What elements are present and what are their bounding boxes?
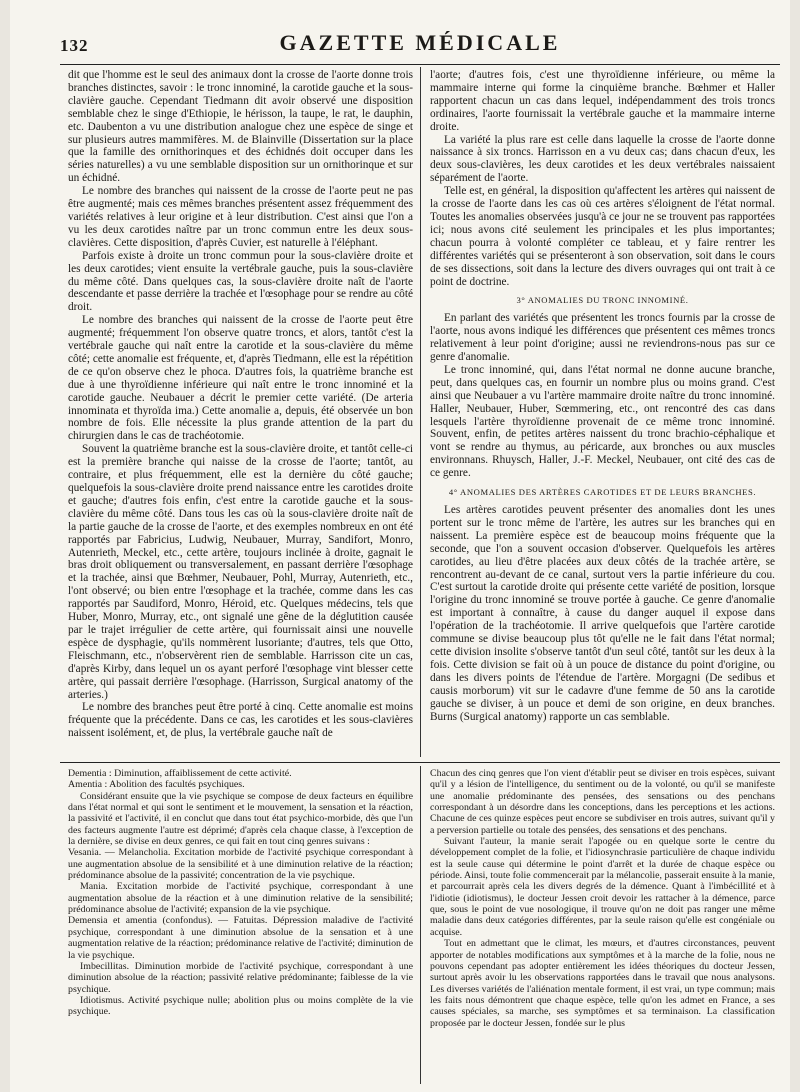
journal-title: GAZETTE MÉDICALE [279, 30, 561, 55]
feuilleton-column-left [68, 768, 413, 1018]
paragraph: En parlant des variétés que présentent les troncs fournis par la crosse de l'aorte, nous avons indiqué les différences que présentent ces mêmes troncs relativement à leur point d'origine; aussi ne reviendrons-nous pas sur ce genre d'anomalie. [430, 312, 775, 364]
paragraph: Demensia et amentia (confondus). — Fatuitas. Dépression maladive de l'activité psychique, correspondant à une diminution absolue de la sensation et à une augmentation relative de la réaction; prédominance relative de l'activité; diminution de la vie psychique. [68, 915, 413, 961]
column-divider [420, 766, 421, 1084]
paragraph: Les artères carotides peuvent présenter des anomalies dont les unes portent sur le tronc même de l'artère, les autres sur les branches qui en naissent. La première espèce est de beaucoup moins fréquente que la seconde, que l'on a souvent occasion d'observer. Quelquefois les artères carotides, au lieu d'être placées aux deux côtés de la trachée artère, se rencontrent au-devant de ce canal, surtout vers la partie inférieure du cou. C'est surtout la carotide droite qui présente cette variété de position, lorsque l'origine du tronc innominé se trouve portée à gauche. Ce genre d'anomalie est important à connaître, à cause du danger auquel il expose dans l'opération de la trachéotomie. Il arrive quelquefois que l'artère carotide commune se divise beaucoup plus tôt qu'elle ne le fait dans l'état normal; cette division insolite s'observe tantôt d'un seul côté, tantôt sur les deux à la fois. Cette division se fait où à un pouce de distance du point d'origine, ou dans les divers points de l'étendue de l'artère. Morgagni (De sedibus et causis morborum) vit sur le cadavre d'une femme de 50 ans la carotide gauche se diviser, à un pouce et demi de son origine, en deux branches. Burns (Surgical anatomy) rapporte un cas semblable. [430, 504, 775, 723]
paragraph: Imbecillitas. Diminution morbide de l'activité psychique, correspondant à une diminution absolue de la réaction; passivité relative prédominante; faiblesse de la vie psychique. [68, 960, 413, 995]
paragraph: Vesania. — Melancholia. Excitation morbide de l'activité psychique correspondant à une augmentation absolue de la sensibilité et à une diminution relative de la réaction; prédominance absolue de la passivité; concentration de la vie psychique. [68, 847, 413, 882]
paragraph: Le nombre des branches qui naissent de la crosse de l'aorte peut être augmenté; fréquemment l'on observe quatre troncs, et alors, tantôt c'est la vertébrale gauche qui naît entre la carotide et la sous-clavière du même côté; cette anomalie est fréquente, et, d'après Tiedmann, elle est la répétition de ce qu'on observe chez le phoca. D'autres fois, la quatrième branche est due à une thyroïdienne inférieure qui naît entre le tronc innominé et la carotide gauche. Neubauer a décrit le premier cette variété. (De arteria innominata et thyroïda ima.) Cette anomalie a, depuis, été observée un bon nombre de fois. Elle nécessite la plus grande attention de la part du chirurgien dans le cas de trachéotomie. [68, 314, 413, 443]
paragraph: Le nombre des branches qui naissent de la crosse de l'aorte peut ne pas être augmenté; mais ces mêmes branches présentent assez fréquemment des variétés relatives à leur origine et à leur distribution. C'est ainsi que l'on a vu les deux carotides naître par un tronc commun entre les deux sous-clavières. Cette disposition, d'après Cuvier, est naturelle à l'éléphant. [68, 185, 413, 249]
paragraph: Amentia : Abolition des facultés psychiques. [68, 779, 245, 791]
paragraph: Souvent la quatrième branche est la sous-clavière droite, et tantôt celle-ci est la première branche qui naisse de la crosse de l'aorte; tantôt, au contraire, et plus fréquemment, elle est la dernière du côté gauche; quelquefois la sous-clavière droite prend naissance entre les carotides droite et gauche; d'autres fois enfin, c'est entre la carotide gauche et la sous-clavière du même côté. Dans tous les cas où la sous-clavière droite naît de la partie gauche de la crosse de l'aorte, et des exemples nombreux en ont été rapportés par Fabricius, Ludwig, Neubauer, Murray, Sandifort, Monro, Autenrieth, Meckel, etc., cette artère, toujours inclinée à droite, gagnait le bras droit obliquement ou transversalement, en passant derrière l'œsophage et la trachée, ainsi que Bœhmer, Neubauer, Pohl, Murray, Autenrieth, etc., l'ont observé; ou bien entre l'œsophage et la trachée, comme dans les cas rapportés par Saudiford, Monro, Héroid, etc. Quelques médecins, tels que Huber, Monro, Murray, etc., ont signalé une gêne de la déglutition causée par le trajet irrégulier de cette artère, qui fournissait ainsi une nouvelle espèce de dysphagie, qu'ils nommèrent lusoriante; d'autres, tels que Otto, Fleischmann, etc., n'observèrent rien de semblable. Harrisson cite un cas, d'après Kirby, dans lequel un os ayant perforé l'œsophage vint blesser cette artère, qui passait derrière l'œsophage. (Harrisson, Surgical anatomy of the arteries.) [68, 443, 413, 701]
article-column-right [430, 69, 775, 723]
paragraph: Idiotismus. Activité psychique nulle; abolition plus ou moins complète de la vie psychique. [68, 994, 413, 1018]
paragraph: l'aorte; d'autres fois, c'est une thyroïdienne inférieure, ou même la mammaire interne qui forme la cinquième branche. Bœhmer et Haller rapportent chacun un cas dans lequel, indépendamment des trois troncs ordinaires, l'aorte fournissait la vertébrale gauche et la mammaire interne droite. [430, 69, 775, 133]
column-divider [420, 67, 421, 757]
paragraph: La variété la plus rare est celle dans laquelle la crosse de l'aorte donne naissance à six troncs. Harrisson en a vu deux cas; dans chacun d'eux, les deux sous-clavières, les deux carotides et les deux vertébrales naissaient séparément de l'aorte. [430, 133, 775, 185]
feuilleton-column-right [430, 768, 775, 1029]
paragraph: Le tronc innominé, qui, dans l'état normal ne donne aucune branche, peut, dans quelques cas, en fournir un nombre plus ou moins grand. C'est ainsi que Neubauer a vu l'artère mammaire droite naître du tronc innominé. Haller, Neubauer, Huber, Sœmmering, etc., ont rencontré des cas dans lesquels l'artère thyroïdienne provenait de ce même tronc innominé. Souvent, enfin, de petites artères naissent du tronc brachio-céphalique et vont se rendre au thymus, au péricarde, aux bronches ou aux muscles environnans. Rhuysch, Haller, J.-F. Meckel, Neubauer, ont cité des cas de ce genre. [430, 363, 775, 480]
paragraph: Tout en admettant que le climat, les mœurs, et d'autres circonstances, peuvent apporter de notables modifications aux symptômes et à la marche de la folie, nous ne pouvons cependant pas adopter entièrement les idées théoriques du docteur Jessen, surtout après avoir lu les observations rapportées dans le travail que nous analysons. Les diverses variétés de l'aliénation mentale forment, il est vrai, un type commun; mais les faits nous démontrent que chaque espèce, telle qu'on les admet en France, a ses causes spéciales, sa marche, ses symptômes et sa terminaison. La classification proposée par le docteur Jessen, fondée sur le plus [430, 938, 775, 1029]
paragraph: Le nombre des branches peut être porté à cinq. Cette anomalie est moins fréquente que la précédente. Dans ce cas, les carotides et les sous-clavières naissent isolément, et, de plus, la vertébrale gauche naît de [68, 701, 413, 740]
masthead [60, 28, 780, 58]
article-column-left [68, 69, 413, 740]
section-heading: 3° ANOMALIES DU TRONC INNOMINÉ. [516, 295, 689, 306]
paragraph: Considérant ensuite que la vie psychique se compose de deux facteurs en équilibre dans l'état normal et qui sont le sentiment et le mouvement, la sensation et la réaction, la passivité et l'activité, il en conclut que dans tout état psychico-morbide, dès que l'un des facteurs augmente l'autre est déprimé; d'après cela chaque classe, à l'exception de la dernière, se divise en deux genres, ce qui fait en tout cinq genres suivans : [68, 790, 413, 848]
paragraph: Chacun des cinq genres que l'on vient d'établir peut se diviser en trois espèces, suivant qu'il y a lésion de l'intelligence, du sentiment ou de la volonté, ou qu'il se manifeste une anomalie prédominante des pensées, des sensations ou des penchans correspondant à un désordre dans les conceptions, dans les perceptions et les actions. Chacune de ces quinze espèces peut encore se subdiviser en trois autres, suivant qu'il y a perversion partielle ou totale des pensées, des sensations et des penchans. [430, 768, 775, 836]
newspaper-page [10, 0, 790, 1092]
paragraph: Dementia : Diminution, affaiblissement de cette activité. [68, 768, 292, 779]
paragraph: dit que l'homme est le seul des animaux dont la crosse de l'aorte donne trois branches distinctes, savoir : le tronc innominé, la carotide gauche et la sous-clavière gauche. Cependant Tiedmann dit avoir observé une disposition semblable chez le singe d'Ethiopie, le hérisson, la taupe, le rat, le dauphin, etc. Daubenton a vu une distribution analogue chez une espèce de singe et sur plusieurs autres mammifères. M. de Blainville (Dissertation sur la place que la famille des ornithorinques et des échidnés doit occuper dans les séries naturelles) a vu une semblable disposition sur un ornithorinque et sur un échidné. [68, 69, 413, 185]
section-heading: 4° ANOMALIES DES ARTÈRES CAROTIDES ET DE LEURS BRANCHES. [448, 487, 757, 498]
paragraph: Suivant l'auteur, la manie serait l'apogée ou en quelque sorte le centre du développement complet de la folie, et l'idiosynchrasie particulière de chaque individu est la seule cause qui détermine le point d'arrêt et la durée de chaque espèce ou période. Ainsi, toute folie commencerait par la mélancolie, passerait ensuite à la manie, et parcourrait après cela les divers degrés de la démence. Quant à l'imbécillité et à l'idiotie (idiotismus), le docteur Jessen croit devoir les rattacher à la démence, parce que, sous le point de vue nosologique, il trouve qu'on ne doit pas ranger une même maladie dans deux catégories différentes, par la seule raison qu'elle est congéniale ou acquise. [430, 836, 775, 938]
header-rule [60, 64, 780, 65]
page-number: 132 [60, 36, 89, 55]
paragraph: Parfois existe à droite un tronc commun pour la sous-clavière droite et les deux carotides; vient ensuite la vertébrale gauche, puis la sous-clavière du même côté. Dans quelques cas, la sous-clavière droite naît de l'aorte descendante et passe derrière la trachée et l'œsophage pour se rendre au côté droit. [68, 249, 413, 314]
paragraph: Telle est, en général, la disposition qu'affectent les artères qui naissent de la crosse de l'aorte dans les cas où ces artères s'éloignent de l'état normal. Toutes les anomalies observées jusqu'à ce jour ne se trouvent pas rapportées ici; nous avons cité seulement les principales et les plus importantes; chacun pourra à volonté compléter ce tableau, et y faire rentrer les différentes variétés qui se présenteront à son observation, soit dans le cours de ses dissections, soit dans la lecture des divers ouvrages qui ont trait à ce point de doctrine. [430, 185, 775, 288]
feuilleton-rule [60, 762, 780, 763]
paragraph: Mania. Excitation morbide de l'activité psychique, correspondant à une augmentation absolue de la réaction et à une diminution relative de la sensibilité; prédominance absolue de l'activité; expansion de la vie psychique. [68, 881, 413, 916]
